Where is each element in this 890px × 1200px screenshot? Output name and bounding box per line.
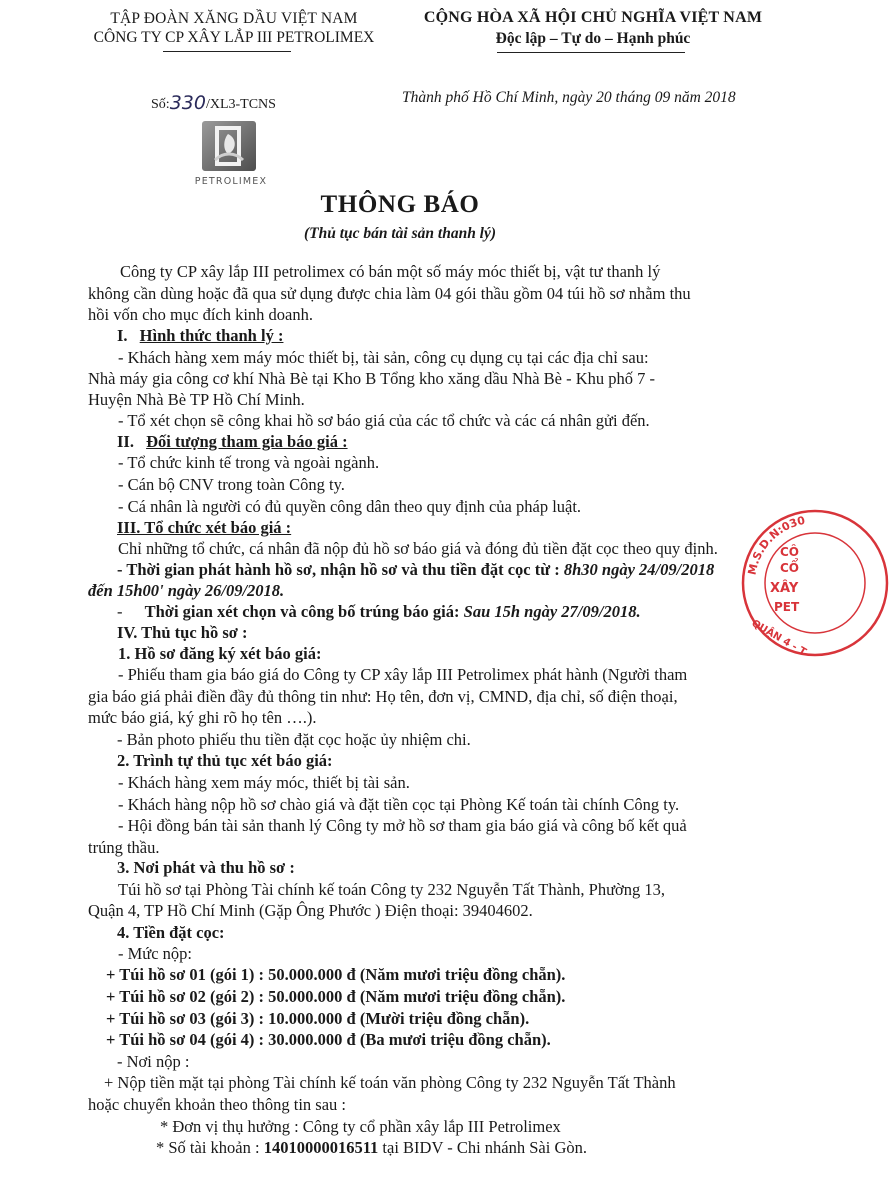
- issue-time-label: - Thời gian phát hành hồ sơ, nhận hồ sơ và thu tiền đặt cọc từ :: [117, 560, 560, 579]
- subsection-4-heading: 4. Tiền đặt cọc:: [117, 923, 225, 942]
- section-2-line-2: - Cán bộ CNV trong toàn Công ty.: [118, 475, 345, 494]
- selection-time-value: Sau 15h ngày 27/09/2018.: [463, 602, 641, 621]
- section-3-line-2: [117, 560, 714, 580]
- account-bank: tại BIDV - Chi nhánh Sài Gòn.: [382, 1138, 587, 1157]
- section-2-number: II.: [117, 432, 134, 451]
- section-3-heading: III. Tổ chức xét báo giá :: [117, 518, 292, 537]
- document-date: Thành phố Hồ Chí Minh, ngày 20 tháng 09 năm 2018: [402, 89, 736, 106]
- selection-time-label: Thời gian xét chọn và công bố trúng báo giá:: [144, 602, 460, 621]
- subsection-3-heading: 3. Nơi phát và thu hồ sơ :: [117, 858, 295, 877]
- deposit-item: + Túi hồ sơ 02 (gói 2) : 50.000.000 đ (Năm mươi triệu đồng chẵn).: [106, 987, 566, 1006]
- logo-text: PETROLIMEX: [194, 176, 268, 187]
- section-1-line-2: Nhà máy gia công cơ khí Nhà Bè tại Kho B Tổng kho xăng dầu Nhà Bè - Khu phố 7 -: [88, 369, 656, 388]
- deposit-place-line-1: + Nộp tiền mặt tại phòng Tài chính kế toán văn phòng Công ty 232 Nguyễn Tất Thành: [104, 1073, 676, 1092]
- stamp-line-d: PET: [774, 600, 800, 614]
- deposit-place-line-2: hoặc chuyển khoản theo thông tin sau :: [88, 1095, 346, 1114]
- stamp-line-a: CÔ: [780, 545, 800, 559]
- intro-line-3: hồi vốn cho mục đích kinh doanh.: [88, 305, 314, 324]
- doc-number-handwritten: 330: [169, 92, 206, 114]
- document-number: [151, 92, 276, 114]
- doc-number-prefix: Số:: [151, 97, 170, 112]
- page-subtitle: (Thủ tục bán tài sản thanh lý): [303, 225, 497, 242]
- deposit-item: + Túi hồ sơ 03 (gói 3) : 10.000.000 đ (Mười triệu đồng chẵn).: [106, 1009, 530, 1028]
- deposit-item: + Túi hồ sơ 04 (gói 4) : 30.000.000 đ (Ba mươi triệu đồng chẵn).: [106, 1030, 551, 1049]
- account-label: * Số tài khoản :: [156, 1138, 260, 1157]
- subsection-2-line-3: - Hội đồng bán tài sản thanh lý Công ty mở hồ sơ tham gia báo giá và công bố kết quả: [118, 816, 687, 835]
- intro-line-2: không cần dùng hoặc đã qua sử dụng được chia làm 04 gói thầu gồm 04 túi hồ sơ nhằm thu: [88, 284, 691, 303]
- subsection-1-line-4: - Bản photo phiếu thu tiền đặt cọc hoặc ủy nhiệm chi.: [117, 730, 471, 749]
- section-3-dash: -: [117, 602, 123, 621]
- subsection-3-line-2: Quận 4, TP Hồ Chí Minh (Gặp Ông Phước ) Điện thoại: 39404602.: [88, 901, 533, 920]
- intro-line-1: Công ty CP xây lắp III petrolimex có bán một số máy móc thiết bị, vật tư thanh lý: [120, 262, 661, 281]
- subsection-1-heading: 1. Hồ sơ đăng ký xét báo giá:: [118, 644, 322, 663]
- section-3-line-4: [117, 602, 641, 622]
- stamp-line-b: CỔ: [780, 561, 800, 575]
- republic-name: CỘNG HÒA XÃ HỘI CHỦ NGHĨA VIỆT NAM: [423, 9, 763, 26]
- section-1-line-4: - Tổ xét chọn sẽ công khai hồ sơ báo giá của các tổ chức và các cá nhân gửi đến.: [118, 411, 650, 430]
- national-motto: Độc lập – Tự do – Hạnh phúc: [495, 30, 691, 47]
- subsection-2-heading: 2. Trình tự thủ tục xét báo giá:: [117, 751, 333, 770]
- deposit-item: + Túi hồ sơ 01 (gói 1) : 50.000.000 đ (Năm mươi triệu đồng chẵn).: [106, 965, 566, 984]
- subsection-2-line-2: - Khách hàng nộp hồ sơ chào giá và đặt tiền cọc tại Phòng Kế toán tài chính Công ty.: [118, 795, 680, 814]
- subsection-1-line-1: - Phiếu tham gia báo giá do Công ty CP xây lắp III Petrolimex phát hành (Người tham: [118, 665, 688, 684]
- parent-organization: TẬP ĐOÀN XĂNG DẦU VIỆT NAM: [110, 10, 358, 27]
- account-line: [156, 1138, 587, 1158]
- company-stamp: [740, 508, 890, 658]
- issue-time-start: 8h30 ngày 24/09/2018: [563, 560, 715, 579]
- subsection-2-line-1: - Khách hàng xem máy móc, thiết bị tài sản.: [118, 773, 410, 792]
- stamp-line-c: XÂY: [770, 581, 799, 596]
- subsection-1-line-2: gia báo giá phải điền đầy đủ thông tin như: Họ tên, đơn vị, CMND, địa chỉ, số điện thoại,: [88, 687, 678, 706]
- stamp-msdn: M.S.D.N:030: [745, 513, 807, 577]
- account-number: 14010000016511: [263, 1138, 379, 1157]
- beneficiary-line: * Đơn vị thụ hưởng : Công ty cổ phần xây lắp III Petrolimex: [160, 1117, 561, 1136]
- section-1-line-1: - Khách hàng xem máy móc thiết bị, tài sản, công cụ dụng cụ tại các địa chỉ sau:: [118, 348, 649, 367]
- subsection-1-line-3: mức báo giá, ký ghi rõ họ tên ….).: [88, 708, 317, 727]
- section-4-heading: IV. Thủ tục hồ sơ :: [117, 623, 248, 642]
- petrolimex-logo-icon: [201, 120, 257, 172]
- issue-time-end: đến 15h00' ngày 26/09/2018.: [88, 581, 285, 600]
- section-2-heading: [117, 432, 348, 452]
- section-1-line-3: Huyện Nhà Bè TP Hồ Chí Minh.: [88, 390, 305, 409]
- deposit-rate-label: - Mức nộp:: [118, 944, 193, 963]
- subsection-2-line-4: trúng thầu.: [88, 838, 160, 857]
- section-2-line-3: - Cá nhân là người có đủ quyền công dân theo quy định của pháp luật.: [118, 497, 582, 516]
- header-underline-right: [497, 52, 685, 53]
- section-2-line-1: - Tổ chức kinh tế trong và ngoài ngành.: [118, 453, 380, 472]
- subsection-3-line-1: Túi hồ sơ tại Phòng Tài chính kế toán Công ty 232 Nguyễn Tất Thành, Phường 13,: [118, 880, 666, 899]
- deposit-place-label: - Nơi nộp :: [117, 1052, 190, 1071]
- doc-number-suffix: /XL3-TCNS: [205, 97, 276, 112]
- page-title: THÔNG BÁO: [320, 191, 480, 218]
- section-3-line-1: Chỉ những tổ chức, cá nhân đã nộp đủ hồ sơ báo giá và đóng đủ tiền đặt cọc theo quy định.: [118, 539, 718, 558]
- stamp-district: QUẬN 4 - T: [749, 618, 808, 658]
- section-1-number: I.: [117, 326, 128, 345]
- section-1-title: Hình thức thanh lý :: [139, 326, 284, 345]
- header-underline-left: [163, 51, 291, 52]
- company-name: CÔNG TY CP XÂY LẮP III PETROLIMEX: [93, 29, 375, 46]
- section-2-title: Đối tượng tham gia báo giá :: [146, 432, 348, 451]
- section-1-heading: [117, 326, 283, 346]
